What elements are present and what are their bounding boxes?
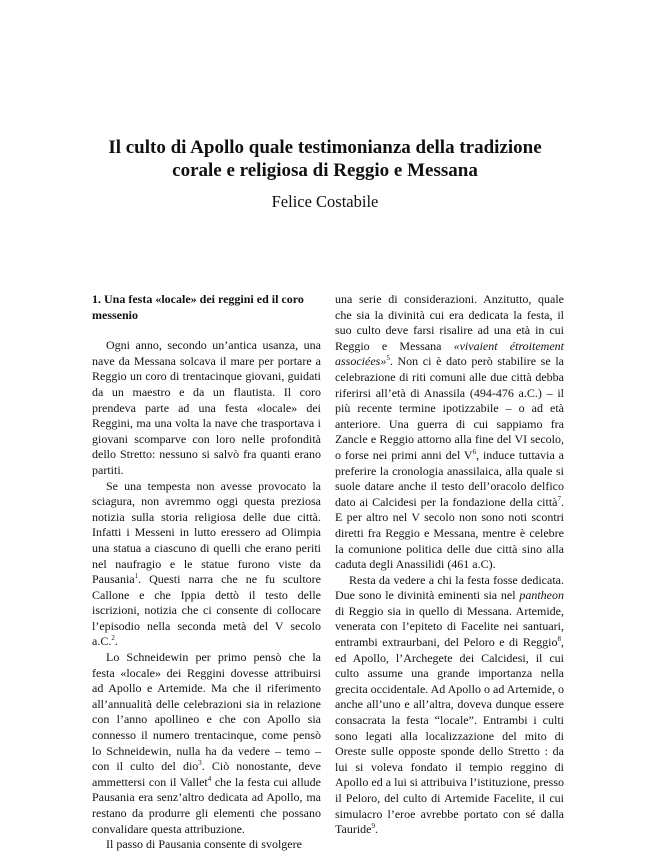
title-line-2: corale e religiosa di Reggio e Messana [172, 160, 478, 181]
footnote-ref: 4 [207, 774, 212, 783]
section-heading: 1. Una festa «locale» dei reggini ed il coro messenio [92, 292, 304, 322]
footnote-ref: 8 [557, 635, 561, 644]
paper-title [70, 136, 580, 182]
footnote-ref: 7 [557, 494, 561, 503]
paragraph: Lo Schneidewin per primo pensò che la festa «locale» dei Reggini dovesse attribuirsi ad Apollo e Artemide. Ma che il riferimento all’annualità delle celebrazioni sia in relazione con l’anno apollineo e che con Apollo sia connesso il numero trentacinque, come pensò lo Schneidewin, nulla ha da vedere – temo – con il culto del dio$^3$. Ciò nonostante, deve ammettersi con il Vallet$^4$ che la festa cui allude Pausania era senz’altro dedicata ad Apollo, ma restano da produrre gli elementi che possano convalidare questa attribuzione. [92, 650, 322, 836]
paragraph: Ogni anno, secondo un’antica usanza, una nave da Messana solcava il mare per portare a Reggio un coro di trentacinque giovani, guidati da un maestro e da un flautista. Il coro prendeva parte ad una festa «locale» dei Reggini, ma una volta la nave che trasportava i giovani scomparve con loro nelle profondità dello Stretto: nessuno si salvò fra quanti erano partiti. [92, 338, 321, 477]
paragraph: Se una tempesta non avesse provocato la sciagura, non avremmo oggi questa preziosa notizia sulla storia religiosa delle due città. Infatti i Messeni in lutto eressero ad Olimpia una statua a ciascuno di quelli che erano periti nel naufragio e le statue furono viste da Pausania$^1$. Questi narra che ne fu scultore Callone e che Ippia dettò il testo delle iscrizioni, notizia che ci consente di collocare l’episodio nella seconda metà del V secolo a.C.$^2$. [92, 478, 321, 649]
title-line-1: Il culto di Apollo quale testimonianza della tradizione [108, 137, 542, 158]
right-column [335, 292, 564, 838]
paragraph: una serie di considerazioni. Anzitutto, quale che sia la divinità cui era dedicata la festa, il suo culto deve farsi risalire ad una età in cui Reggio e Messana «vivaient étroitement associées»$^5$. Non ci è dato però stabilire se la celebrazione di riti comuni alle due città debba riferirsi all’età di Anassila (494-476 a.C.) – il più recente termine ipotizzabile – o ad età anteriore. Una guerra di cui sappiamo fra Zancle e Reggio attorno alla fine del VI secolo, o forse nei primi anni del $V^6$, induce tuttavia a preferire la cronologia anassilaica, alla quale si suole datare anche il testo dell’oracolo delfico dato ai Calcidesi per la fondazione della città$^7$. E per altro nel V secolo non sono noti scontri diretti fra Reggio e Messana, mentre è celebre la comunione politica delle due città sino alla caduta degli Anassilidi (461 a.C). [335, 292, 565, 572]
author-name: Felice Costabile [271, 192, 379, 211]
footnote-ref: 2 [111, 634, 115, 643]
footnote-ref: 3 [198, 759, 202, 768]
footnote-ref: 6 [472, 447, 477, 456]
quote-emphasis: «vivaient étroitement associées» [335, 338, 565, 369]
footnote-ref: 1 [134, 572, 139, 581]
footnote-ref: 9 [371, 822, 375, 831]
paragraph: Il passo di Pausania consente di svolgere [106, 837, 302, 852]
left-column [92, 292, 321, 853]
paragraph: Resta da vedere a chi la festa fosse dedicata. Due sono le divinità eminenti sia nel pantheon di Reggio sia in quello di Messana. Artemide, venerata con l’epiteto di Facelite nei santuari, entrambi extraurbani, del Peloro e di Reggio$^8$, ed Apollo, l’Archegete dei Calcidesi, il cui culto assume una grande importanza nella grecita occidentale. Ad Apollo o ad Artemide, o anche all’uno e all’altra, doveva dunque essere consacrata la festa “locale”. Entrambi i culti sono legati alla localizzazione del mito di Oreste sulle opposte sponde dello Stretto : da lui si voleva fondato il tempio reggino di Apollo ed a lui si attribuiva l’istituzione, presso il Peloro, del culto di Artemide Facelite, il cui simulacro l’eroe avrebbe portato con sé dalla Tauride$^9$. [335, 572, 564, 837]
footnote-ref: 5 [386, 354, 390, 363]
term-emphasis: pantheon [519, 588, 564, 603]
